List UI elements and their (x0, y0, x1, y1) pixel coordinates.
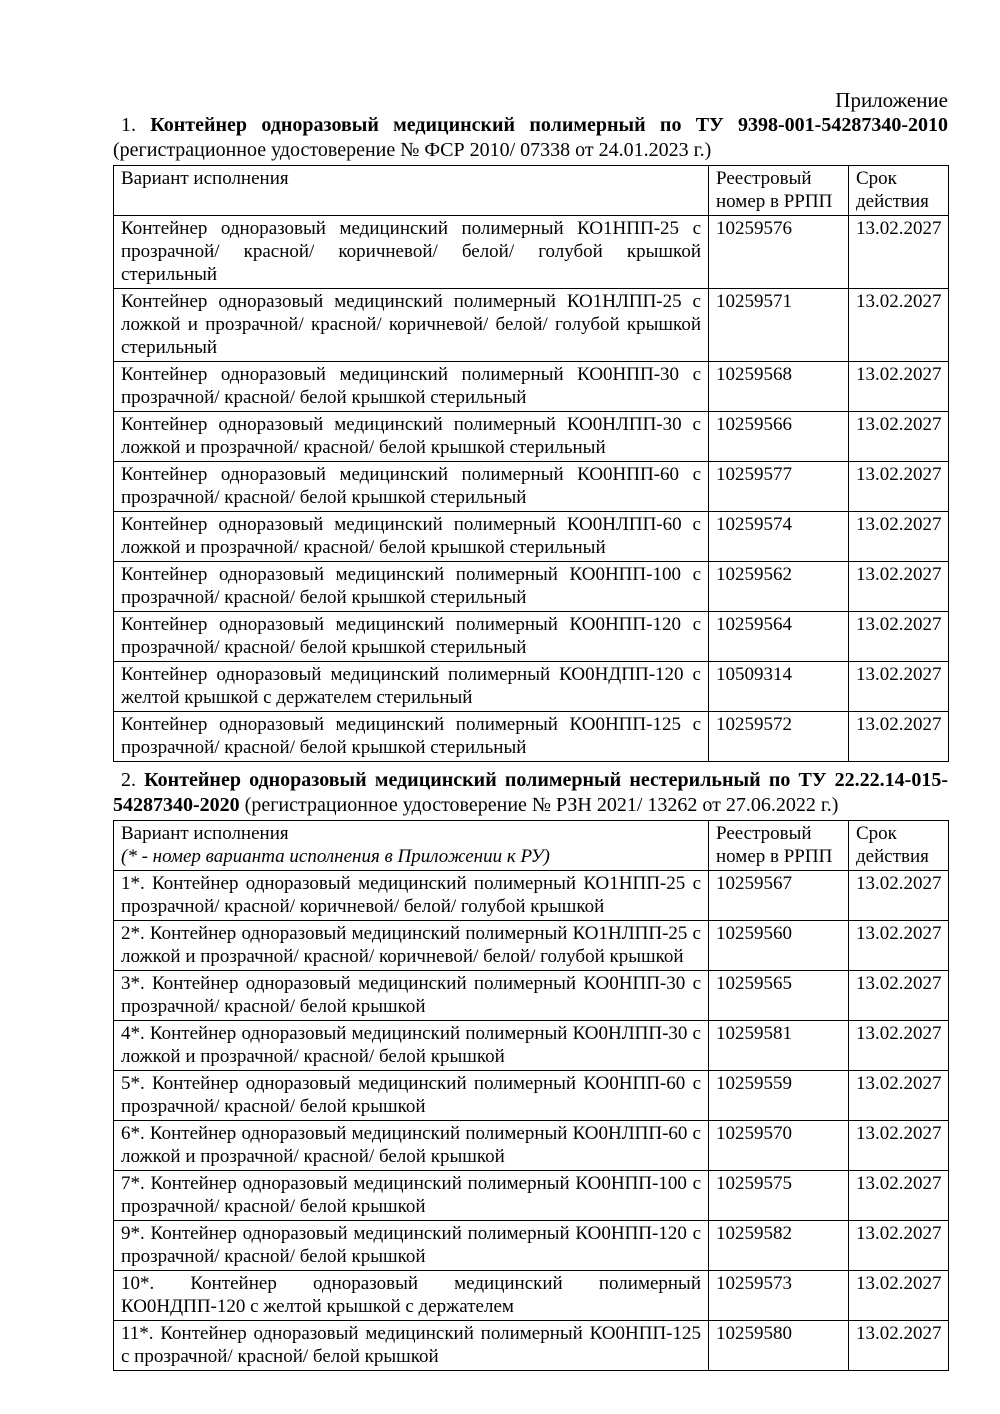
variant-cell: 5*. Контейнер одноразовый медицинский полимерный КО0НПП-60 с прозрачной/ красной/ белой крышкой (114, 1071, 709, 1121)
section1-registration: (регистрационное удостоверение № ФСР 2010/ 07338 от 24.01.2023 г.) (113, 139, 712, 161)
registry-cell: 10259582 (709, 1221, 849, 1271)
table-row (114, 289, 949, 362)
validity-cell: 13.02.2027 (849, 971, 949, 1021)
validity-cell: 13.02.2027 (849, 412, 949, 462)
section2-title-tail: 54287340-2020 (113, 794, 240, 816)
registry-cell: 10259575 (709, 1171, 849, 1221)
section2-registration: (регистрационное удостоверение № РЗН 2021/ 13262 от 27.06.2022 г.) (244, 794, 839, 816)
table-row (114, 971, 949, 1021)
validity-cell: 13.02.2027 (849, 1271, 949, 1321)
validity-cell: 13.02.2027 (849, 1021, 949, 1071)
variant-cell: Контейнер одноразовый медицинский полимерный КО1НЛПП-25 с ложкой и прозрачной/ красной/ коричневой/ белой/ голубой крышкой стерильный (114, 289, 709, 362)
variant-cell: 4*. Контейнер одноразовый медицинский полимерный КО0НЛПП-30 с ложкой и прозрачной/ красной/ белой крышкой (114, 1021, 709, 1071)
table-row (114, 1071, 949, 1121)
registry-cell: 10259573 (709, 1271, 849, 1321)
section1-heading (113, 113, 948, 138)
validity-cell: 13.02.2027 (849, 712, 949, 762)
table-header-row (114, 166, 949, 216)
table-row (114, 662, 949, 712)
table-row (114, 562, 949, 612)
section1-number: 1. (121, 114, 136, 136)
variant-cell: Контейнер одноразовый медицинский полимерный КО0НПП-100 с прозрачной/ красной/ белой крышкой стерильный (114, 562, 709, 612)
validity-cell: 13.02.2027 (849, 562, 949, 612)
variant-cell: Контейнер одноразовый медицинский полимерный КО0НПП-30 с прозрачной/ красной/ белой крышкой стерильный (114, 362, 709, 412)
registry-cell: 10259581 (709, 1021, 849, 1071)
variant-cell: 10*. Контейнер одноразовый медицинский полимерный КО0НДПП-120 с желтой крышкой с держателем (114, 1271, 709, 1321)
col-header-variant (114, 821, 709, 871)
variant-cell: Контейнер одноразовый медицинский полимерный КО1НПП-25 с прозрачной/ красной/ коричневой/ белой/ голубой крышкой стерильный (114, 216, 709, 289)
table-row (114, 216, 949, 289)
variant-cell: Контейнер одноразовый медицинский полимерный КО0НПП-125 с прозрачной/ красной/ белой крышкой стерильный (114, 712, 709, 762)
registry-cell: 10259568 (709, 362, 849, 412)
validity-cell: 13.02.2027 (849, 921, 949, 971)
col-header-registry: Реестровый номер в РРПП (709, 166, 849, 216)
table-row (114, 462, 949, 512)
table-row (114, 1271, 949, 1321)
validity-cell: 13.02.2027 (849, 462, 949, 512)
registry-cell: 10259564 (709, 612, 849, 662)
col-header-variant-note: (* - номер варианта исполнения в Приложении к РУ) (121, 846, 550, 867)
variant-cell: Контейнер одноразовый медицинский полимерный КО0НЛПП-30 с ложкой и прозрачной/ красной/ белой крышкой стерильный (114, 412, 709, 462)
variant-cell: 6*. Контейнер одноразовый медицинский полимерный КО0НЛПП-60 с ложкой и прозрачной/ красной/ белой крышкой (114, 1121, 709, 1171)
registry-cell: 10259574 (709, 512, 849, 562)
registry-cell: 10259577 (709, 462, 849, 512)
validity-cell: 13.02.2027 (849, 1121, 949, 1171)
table-row (114, 712, 949, 762)
table-row (114, 921, 949, 971)
registry-cell: 10259571 (709, 289, 849, 362)
variant-cell: 2*. Контейнер одноразовый медицинский полимерный КО1НЛПП-25 с ложкой и прозрачной/ красной/ коричневой/ белой/ голубой крышкой (114, 921, 709, 971)
registry-cell: 10259566 (709, 412, 849, 462)
variant-cell: 7*. Контейнер одноразовый медицинский полимерный КО0НПП-100 с прозрачной/ красной/ белой крышкой (114, 1171, 709, 1221)
section2-number: 2. (121, 769, 136, 791)
col-header-variant-label: Вариант исполнения (121, 823, 289, 844)
registry-cell: 10259567 (709, 871, 849, 921)
validity-cell: 13.02.2027 (849, 512, 949, 562)
table-row (114, 871, 949, 921)
section2-heading (113, 768, 948, 793)
table-row (114, 412, 949, 462)
variant-cell: 11*. Контейнер одноразовый медицинский полимерный КО0НПП-125 с прозрачной/ красной/ белой крышкой (114, 1321, 709, 1371)
registry-cell: 10509314 (709, 662, 849, 712)
table-row (114, 1121, 949, 1171)
table-row (114, 362, 949, 412)
section1-table (113, 165, 949, 762)
validity-cell: 13.02.2027 (849, 1071, 949, 1121)
validity-cell: 13.02.2027 (849, 871, 949, 921)
variant-cell: Контейнер одноразовый медицинский полимерный КО0НПП-60 с прозрачной/ красной/ белой крышкой стерильный (114, 462, 709, 512)
registry-cell: 10259565 (709, 971, 849, 1021)
variant-cell: 3*. Контейнер одноразовый медицинский полимерный КО0НПП-30 с прозрачной/ красной/ белой крышкой (114, 971, 709, 1021)
registry-cell: 10259570 (709, 1121, 849, 1171)
validity-cell: 13.02.2027 (849, 1171, 949, 1221)
variant-cell: Контейнер одноразовый медицинский полимерный КО0НПП-120 с прозрачной/ красной/ белой крышкой стерильный (114, 612, 709, 662)
section1-title: Контейнер одноразовый медицинский полимерный по ТУ 9398-001-54287340-2010 (150, 114, 948, 136)
validity-cell: 13.02.2027 (849, 289, 949, 362)
section2-heading-line2 (113, 793, 948, 818)
registry-cell: 10259572 (709, 712, 849, 762)
col-header-registry: Реестровый номер в РРПП (709, 821, 849, 871)
table-row (114, 1321, 949, 1371)
section2-table (113, 820, 949, 1371)
registry-cell: 10259562 (709, 562, 849, 612)
table-row (114, 612, 949, 662)
section2-title-line1: Контейнер одноразовый медицинский полимерный нестерильный по ТУ 22.22.14-015- (144, 769, 949, 791)
registry-cell: 10259559 (709, 1071, 849, 1121)
col-header-validity: Срок действия (849, 821, 949, 871)
validity-cell: 13.02.2027 (849, 612, 949, 662)
variant-cell: 1*. Контейнер одноразовый медицинский полимерный КО1НПП-25 с прозрачной/ красной/ коричневой/ белой/ голубой крышкой (114, 871, 709, 921)
validity-cell: 13.02.2027 (849, 362, 949, 412)
table-header-row (114, 821, 949, 871)
col-header-validity: Срок действия (849, 166, 949, 216)
table-row (114, 1021, 949, 1071)
variant-cell: Контейнер одноразовый медицинский полимерный КО0НДПП-120 с желтой крышкой с держателем стерильный (114, 662, 709, 712)
validity-cell: 13.02.2027 (849, 662, 949, 712)
validity-cell: 13.02.2027 (849, 1321, 949, 1371)
col-header-variant: Вариант исполнения (114, 166, 709, 216)
variant-cell: Контейнер одноразовый медицинский полимерный КО0НЛПП-60 с ложкой и прозрачной/ красной/ белой крышкой стерильный (114, 512, 709, 562)
registry-cell: 10259560 (709, 921, 849, 971)
appendix-label: Приложение (835, 88, 948, 112)
table-row (114, 1221, 949, 1271)
validity-cell: 13.02.2027 (849, 216, 949, 289)
variant-cell: 9*. Контейнер одноразовый медицинский полимерный КО0НПП-120 с прозрачной/ красной/ белой крышкой (114, 1221, 709, 1271)
registry-cell: 10259580 (709, 1321, 849, 1371)
registry-cell: 10259576 (709, 216, 849, 289)
table-row (114, 512, 949, 562)
table-row (114, 1171, 949, 1221)
validity-cell: 13.02.2027 (849, 1221, 949, 1271)
